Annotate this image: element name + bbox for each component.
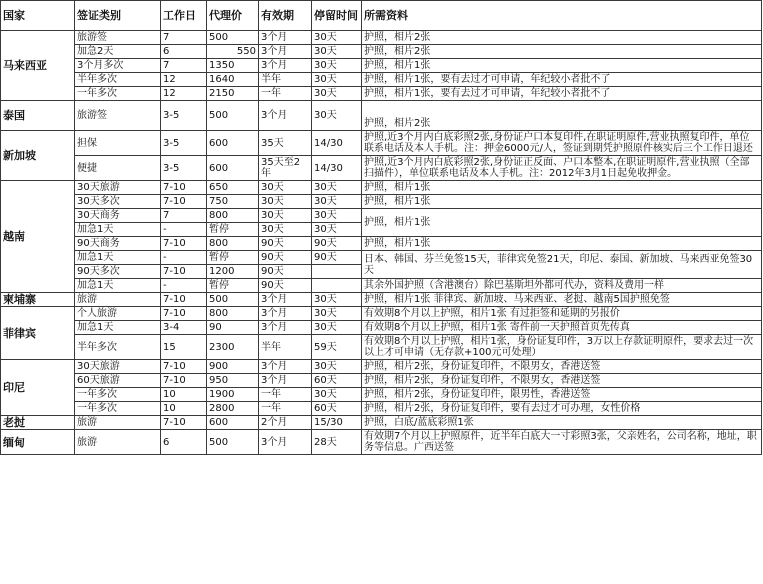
price-cell: 暂停 xyxy=(207,251,259,265)
workdays-cell: 7-10 xyxy=(161,416,207,430)
workdays-cell: - xyxy=(161,223,207,237)
stay-cell: 90天 xyxy=(312,237,362,251)
country-cell: 菲律宾 xyxy=(1,307,75,360)
workdays-cell: 7 xyxy=(161,59,207,73)
stay-cell: 14/30 xyxy=(312,131,362,156)
stay-cell: 30天 xyxy=(312,59,362,73)
requirements-cell: 护照，相片1张 xyxy=(362,237,762,251)
table-row xyxy=(1,293,762,307)
header-row xyxy=(1,1,762,31)
price-cell: 2150 xyxy=(207,87,259,101)
price-cell: 600 xyxy=(207,131,259,156)
workdays-cell: 15 xyxy=(161,335,207,360)
table-row xyxy=(1,388,762,402)
price-cell: 750 xyxy=(207,195,259,209)
price-cell: 2800 xyxy=(207,402,259,416)
country-cell: 缅甸 xyxy=(1,430,75,455)
table-row xyxy=(1,101,762,131)
visa-type-cell: 加急1天 xyxy=(75,279,161,293)
price-cell: 90 xyxy=(207,321,259,335)
visa-type-cell: 一年多次 xyxy=(75,388,161,402)
visa-type-cell: 加急2天 xyxy=(75,45,161,59)
price-cell: 500 xyxy=(207,31,259,45)
visa-type-cell: 加急1天 xyxy=(75,251,161,265)
price-cell: 1640 xyxy=(207,73,259,87)
visa-type-cell: 个人旅游 xyxy=(75,307,161,321)
header-stay: 停留时间 xyxy=(312,1,362,31)
workdays-cell: 6 xyxy=(161,430,207,455)
requirements-cell: 护照，相片2张 xyxy=(362,45,762,59)
requirements-cell: 护照,近3个月内白底彩照2张,身份证户口本复印件,在职证明原件,营业执照复印件，单位联系电话及本人手机。注：押金6000元/人，签证到期凭护照原件核实后三个工作日退还 xyxy=(362,131,762,156)
visa-type-cell: 一年多次 xyxy=(75,402,161,416)
table-row xyxy=(1,45,762,59)
workdays-cell: 12 xyxy=(161,87,207,101)
validity-cell: 半年 xyxy=(259,73,312,87)
table-row xyxy=(1,416,762,430)
visa-type-cell: 30天旅游 xyxy=(75,181,161,195)
workdays-cell: 6 xyxy=(161,45,207,59)
table-row xyxy=(1,335,762,360)
requirements-cell: 护照，相片2张，身份证复印件，要有去过才可办理，女性价格 xyxy=(362,402,762,416)
validity-cell: 90天 xyxy=(259,251,312,265)
stay-cell: 30天 xyxy=(312,223,362,237)
workdays-cell: 7-10 xyxy=(161,195,207,209)
stay-cell: 60天 xyxy=(312,402,362,416)
visa-type-cell: 半年多次 xyxy=(75,73,161,87)
stay-cell: 30天 xyxy=(312,321,362,335)
validity-cell: 30天 xyxy=(259,209,312,223)
stay-cell: 30天 xyxy=(312,195,362,209)
visa-type-cell: 加急1天 xyxy=(75,321,161,335)
stay-cell: 14/30 xyxy=(312,156,362,181)
requirements-cell: 护照，相片1张，要有去过才可申请，年纪较小者批不了 xyxy=(362,73,762,87)
price-cell: 650 xyxy=(207,181,259,195)
requirements-cell: 护照，相片2张 xyxy=(362,101,762,131)
table-row xyxy=(1,279,762,293)
stay-cell: 59天 xyxy=(312,335,362,360)
table-row xyxy=(1,181,762,195)
validity-cell: 90天 xyxy=(259,265,312,279)
visa-type-cell: 30天多次 xyxy=(75,195,161,209)
workdays-cell: 3-5 xyxy=(161,101,207,131)
validity-cell: 30天 xyxy=(259,181,312,195)
validity-cell: 一年 xyxy=(259,87,312,101)
table-row xyxy=(1,156,762,181)
country-cell: 马来西亚 xyxy=(1,31,75,101)
header-visa-type: 签证类别 xyxy=(75,1,161,31)
workdays-cell: 7-10 xyxy=(161,181,207,195)
validity-cell: 30天 xyxy=(259,195,312,209)
validity-cell: 3个月 xyxy=(259,59,312,73)
table-row xyxy=(1,237,762,251)
visa-type-cell: 旅游 xyxy=(75,430,161,455)
requirements-cell: 护照，相片2张，身份证复印件，限男性，香港送签 xyxy=(362,388,762,402)
workdays-cell: 7 xyxy=(161,209,207,223)
table-row xyxy=(1,73,762,87)
requirements-cell: 护照,近3个月内白底彩照2张,身份证正反面、户口本整本,在职证明原件,营业执照（全部扫描件），单位联系电话及本人手机。注：2012年3月1日起免收押金。 xyxy=(362,156,762,181)
visa-type-cell: 半年多次 xyxy=(75,335,161,360)
validity-cell: 90天 xyxy=(259,279,312,293)
requirements-cell: 有效期8个月以上护照，相片1张，身份证复印件，3万以上存款证明原件，要求去过一次以上才可申请（无存款+100元可处理） xyxy=(362,335,762,360)
workdays-cell: 10 xyxy=(161,388,207,402)
country-cell: 印尼 xyxy=(1,360,75,416)
validity-cell: 35天 xyxy=(259,131,312,156)
stay-cell: 30天 xyxy=(312,307,362,321)
validity-cell: 3个月 xyxy=(259,374,312,388)
requirements-cell: 护照，相片1张 xyxy=(362,181,762,195)
requirements-cell: 有效期7个月以上护照原件，近半年白底大一寸彩照3张，父亲姓名，公司名称，地址，职务等信息。广西送签 xyxy=(362,430,762,455)
visa-type-cell: 60天旅游 xyxy=(75,374,161,388)
validity-cell: 3个月 xyxy=(259,101,312,131)
stay-cell: 30天 xyxy=(312,31,362,45)
header-workdays: 工作日 xyxy=(161,1,207,31)
price-cell: 800 xyxy=(207,307,259,321)
visa-type-cell: 旅游 xyxy=(75,416,161,430)
requirements-cell: 护照，相片2张，身份证复印件，不限男女，香港送签 xyxy=(362,360,762,374)
workdays-cell: 7-10 xyxy=(161,360,207,374)
validity-cell: 3个月 xyxy=(259,321,312,335)
table-row xyxy=(1,131,762,156)
visa-type-cell: 担保 xyxy=(75,131,161,156)
workdays-cell: 7 xyxy=(161,31,207,45)
requirements-cell: 护照，相片1张 xyxy=(362,195,762,209)
table-row xyxy=(1,209,762,223)
stay-cell: 90天 xyxy=(312,251,362,265)
workdays-cell: 7-10 xyxy=(161,374,207,388)
table-row xyxy=(1,402,762,416)
stay-cell: 60天 xyxy=(312,374,362,388)
country-cell: 柬埔寨 xyxy=(1,293,75,307)
header-validity: 有效期 xyxy=(259,1,312,31)
table-row xyxy=(1,321,762,335)
requirements-cell: 有效期8个月以上护照，相片1张 寄件前一天护照首页先传真 xyxy=(362,321,762,335)
workdays-cell: 10 xyxy=(161,402,207,416)
visa-type-cell: 90天多次 xyxy=(75,265,161,279)
header-price: 代理价 xyxy=(207,1,259,31)
visa-type-cell: 旅游签 xyxy=(75,101,161,131)
visa-type-cell: 旅游 xyxy=(75,293,161,307)
table-row xyxy=(1,430,762,455)
requirements-cell: 护照，白底/蓝底彩照1张 xyxy=(362,416,762,430)
table-row xyxy=(1,307,762,321)
header-country: 国家 xyxy=(1,1,75,31)
requirements-cell: 有效期8个月以上护照，相片1张 有过拒签和延期的另报价 xyxy=(362,307,762,321)
country-cell: 老挝 xyxy=(1,416,75,430)
requirements-cell: 护照，相片1张 xyxy=(362,209,762,237)
workdays-cell: 7-10 xyxy=(161,293,207,307)
validity-cell: 35天至2年 xyxy=(259,156,312,181)
workdays-cell: 3-5 xyxy=(161,156,207,181)
table-row xyxy=(1,59,762,73)
workdays-cell: 3-4 xyxy=(161,321,207,335)
requirements-cell: 护照，相片2张，身份证复印件，不限男女，香港送签 xyxy=(362,374,762,388)
price-cell: 暂停 xyxy=(207,223,259,237)
stay-cell: 30天 xyxy=(312,87,362,101)
workdays-cell: - xyxy=(161,251,207,265)
table-row xyxy=(1,360,762,374)
requirements-cell: 护照，相片1张，要有去过才可申请，年纪较小者批不了 xyxy=(362,87,762,101)
visa-type-cell: 旅游签 xyxy=(75,31,161,45)
validity-cell: 半年 xyxy=(259,335,312,360)
visa-type-cell: 加急1天 xyxy=(75,223,161,237)
price-cell: 550 xyxy=(207,45,259,59)
table-row xyxy=(1,195,762,209)
price-cell: 500 xyxy=(207,101,259,131)
stay-cell: 28天 xyxy=(312,430,362,455)
table-row xyxy=(1,251,762,265)
workdays-cell: 7-10 xyxy=(161,265,207,279)
workdays-cell: 7-10 xyxy=(161,307,207,321)
validity-cell: 2个月 xyxy=(259,416,312,430)
visa-type-cell: 30天旅游 xyxy=(75,360,161,374)
price-cell: 600 xyxy=(207,416,259,430)
validity-cell: 90天 xyxy=(259,237,312,251)
price-cell: 2300 xyxy=(207,335,259,360)
price-cell: 1900 xyxy=(207,388,259,402)
visa-type-cell: 30天商务 xyxy=(75,209,161,223)
country-cell: 越南 xyxy=(1,181,75,293)
table-row xyxy=(1,31,762,45)
workdays-cell: 12 xyxy=(161,73,207,87)
price-cell: 600 xyxy=(207,156,259,181)
requirements-cell: 护照，相片1张 xyxy=(362,59,762,73)
validity-cell: 3个月 xyxy=(259,307,312,321)
stay-cell xyxy=(312,279,362,293)
price-cell: 900 xyxy=(207,360,259,374)
price-cell: 500 xyxy=(207,430,259,455)
price-cell: 1200 xyxy=(207,265,259,279)
stay-cell: 30天 xyxy=(312,45,362,59)
stay-cell: 30天 xyxy=(312,73,362,87)
validity-cell: 3个月 xyxy=(259,430,312,455)
visa-type-cell: 便捷 xyxy=(75,156,161,181)
stay-cell xyxy=(312,265,362,279)
price-cell: 暂停 xyxy=(207,279,259,293)
validity-cell: 3个月 xyxy=(259,360,312,374)
header-requirements: 所需资料 xyxy=(362,1,762,31)
price-cell: 500 xyxy=(207,293,259,307)
price-cell: 800 xyxy=(207,209,259,223)
workdays-cell: 3-5 xyxy=(161,131,207,156)
requirements-cell: 其余外国护照（含港澳台）除巴基斯坦外都可代办，资料及费用一样 xyxy=(362,279,762,293)
price-cell: 950 xyxy=(207,374,259,388)
stay-cell: 30天 xyxy=(312,388,362,402)
validity-cell: 一年 xyxy=(259,388,312,402)
requirements-cell: 护照，相片2张 xyxy=(362,31,762,45)
stay-cell: 30天 xyxy=(312,360,362,374)
stay-cell: 30天 xyxy=(312,181,362,195)
visa-type-cell: 一年多次 xyxy=(75,87,161,101)
validity-cell: 一年 xyxy=(259,402,312,416)
visa-type-cell: 3个月多次 xyxy=(75,59,161,73)
workdays-cell: 7-10 xyxy=(161,237,207,251)
validity-cell: 3个月 xyxy=(259,45,312,59)
price-cell: 800 xyxy=(207,237,259,251)
country-cell: 新加坡 xyxy=(1,131,75,181)
requirements-cell: 日本、韩国、芬兰免签15天，菲律宾免签21天，印尼、泰国、新加坡、马来西亚免签30天 xyxy=(362,251,762,279)
requirements-cell: 护照，相片1张 菲律宾、新加坡、马来西亚、老挝、越南5国护照免签 xyxy=(362,293,762,307)
stay-cell: 15/30 xyxy=(312,416,362,430)
country-cell: 泰国 xyxy=(1,101,75,131)
validity-cell: 30天 xyxy=(259,223,312,237)
stay-cell: 30天 xyxy=(312,209,362,223)
table-row xyxy=(1,374,762,388)
price-cell: 1350 xyxy=(207,59,259,73)
stay-cell: 30天 xyxy=(312,101,362,131)
workdays-cell: - xyxy=(161,279,207,293)
validity-cell: 3个月 xyxy=(259,293,312,307)
visa-type-cell: 90天商务 xyxy=(75,237,161,251)
validity-cell: 3个月 xyxy=(259,31,312,45)
stay-cell: 30天 xyxy=(312,293,362,307)
table-row xyxy=(1,87,762,101)
